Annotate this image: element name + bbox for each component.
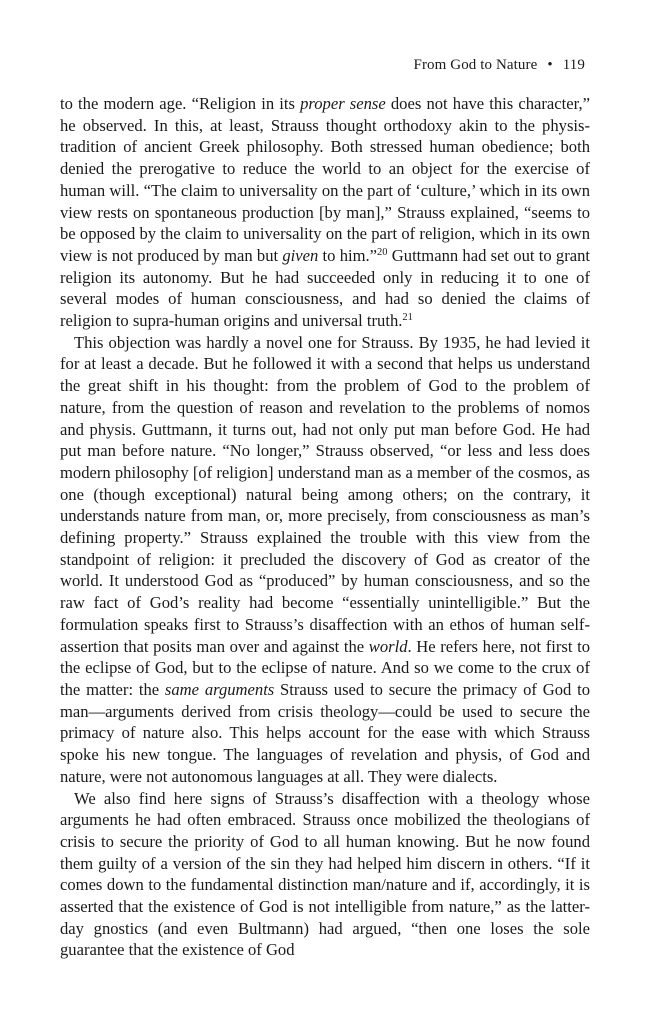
paragraph [60,788,590,962]
running-head-title: From God to Nature [413,57,538,73]
text-run: Strauss used to secure the primacy of God to man—arguments derived from crisis theology—could be used to secure the primacy of nature also. This helps account for the ease with which Strauss spoke his new tongue. The languages of revelation and physis, of God and nature, were not autonomous languages at all. They were dialects. [60,679,590,786]
body-text [60,93,590,961]
text-run: to the modern age. “Religion in its [60,94,301,113]
running-head-separator: • [547,57,553,73]
text-run: does not have this character,” he observed. In this, at least, Strauss thought orthodoxy akin to the physis-tradition of ancient Greek philosophy. Both stressed human obedience; both denied the prerogative to reduce the world to an object for the exercise of human will. “The claim to universality on the part of ‘culture,’ which in its own view rests on spontaneous production [by man],” Strauss explained, “seems to be opposed by the claim to universality on the part of religion, which in its own view is not produced by man but [60,94,590,265]
italic-text: world [368,636,408,656]
running-head [414,57,585,74]
page-number: 119 [562,57,585,73]
text-run: . He refers here, not first to the eclipse of God, but to the eclipse of nature. And so we come to the crux of the matter: the [60,636,590,699]
paragraph [60,332,590,788]
footnote-ref: 20 [377,246,388,258]
italic-text: same arguments [164,679,275,699]
paragraph [60,93,590,332]
text-run: to him.” [318,245,378,265]
italic-text: given [282,245,319,265]
text-run: Guttmann had set out to grant religion its autonomy. But he had succeeded only in reducing it to one of several modes of human consciousness, and had so denied the claims of religion to supra-human origins and universal truth. [60,245,590,331]
text-run: We also find here signs of Strauss’s disaffection with a theology whose arguments he had often embraced. Strauss once mobilized the theologians of crisis to secure the priority of God to all human knowing. But he now found them guilty of a version of the sin they had helped him discern in others. “If it comes down to the fundamental distinction man/nature and if, accordingly, it is asserted that the existence of God is not intelligible from nature,” as the latter-day gnostics (and even Bultmann) had argued, “then one loses the sole guarantee that the existence of God [60,788,590,960]
text-run: This objection was hardly a novel one for Strauss. By 1935, he had levied it for at least a decade. But he followed it with a second that helps us understand the great shift in his thought: from the problem of God to the problem of nature, from the question of reason and revelation to the problems of nomos and physis. Guttmann, it turns out, had not only put man before God. He had put man before nature. “No longer,” Strauss observed, “or less and less does modern philosophy [of religion] understand man as a member of the cosmos, as one (though exceptional) natural being among others; on the contrary, it understands nature from man, or, more precisely, from consciousness as man’s defining property.” Strauss explained the trouble with this view from the standpoint of religion: it precluded the discovery of God as creator of the world. It understood God as “produced” by human consciousness, and so the raw fact of God’s reality had become “essentially unintelligible.” But the formulation speaks first to Strauss’s disaffection with an ethos of human self-assertion that posits man over and against the [60,332,590,656]
italic-text: proper sense [300,94,386,113]
footnote-ref: 21 [402,312,413,324]
